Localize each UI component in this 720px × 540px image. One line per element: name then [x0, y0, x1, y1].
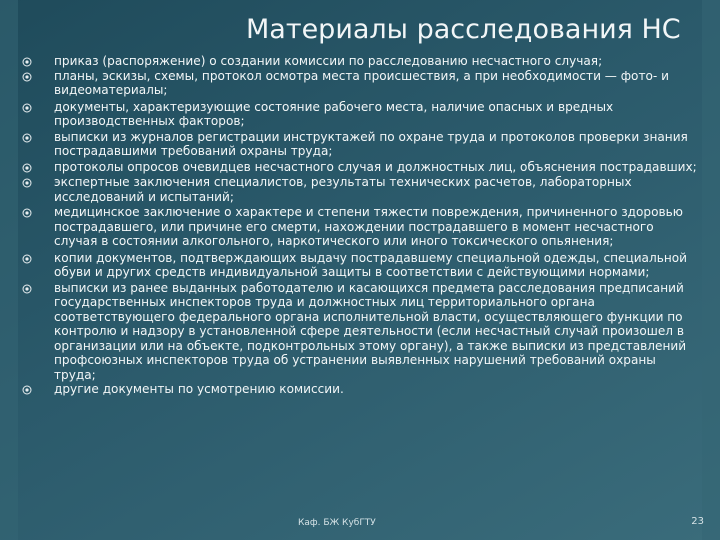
circled-dot-icon — [22, 385, 32, 395]
list-item — [0, 160, 720, 175]
list-item — [0, 281, 720, 383]
list-item-text: другие документы по усмотрению комиссии. — [54, 382, 344, 396]
circled-dot-icon — [22, 57, 32, 67]
list-item-text: протоколы опросов очевидцев несчастного случая и должностных лиц, объяснения пострадавших; — [54, 159, 697, 174]
circled-dot-icon — [22, 284, 32, 294]
circled-dot-icon — [22, 133, 32, 143]
list-item-text: планы, эскизы, схемы, протокол осмотра места происшествия, а при необходимости — фото- и видеоматериалы; — [54, 68, 669, 97]
footer-text: Каф. БЖ КубГТУ — [298, 518, 376, 528]
list-item-text: выписки из ранее выданных работодателю и касающихся предмета расследования предписаний государственных инспекторов труда и должностных лиц территориального органа соответствующего федерального органа исполнительной власти, осуществляющего функции по контролю и надзору в установленной сфере деятельности (если несчастный случай произошел в организации или на объекте, подконтрольных этому органу), а также выписки из представлений профсоюзных инспекторов труда об устранении выявленных нарушений требований охраны труда; — [54, 280, 687, 382]
bullet-list — [0, 54, 720, 397]
circled-dot-icon — [22, 254, 32, 264]
circled-dot-icon — [22, 178, 32, 188]
list-item-text: приказ (распоряжение) о создании комиссии по расследованию несчастного случая; — [54, 54, 603, 68]
list-item-text: копии документов, подтверждающих выдачу пострадавшему специальной одежды, специальной обуви и других средств индивидуальной защиты в соответствии с действующими нормами; — [54, 250, 687, 279]
circled-dot-icon — [22, 72, 32, 82]
list-item — [0, 130, 720, 159]
list-item — [0, 382, 720, 397]
list-item-text: выписки из журналов регистрации инструктажей по охране труда и протоколов проверки знания пострадавшими требований охраны труда; — [54, 129, 688, 158]
list-item-text: медицинское заключение о характере и степени тяжести повреждения, причиненного здоровью пострадавшего, или причине его смерти, нахождении пострадавшего в момент несчастного случая в состоянии алкогольного, наркотического или иного токсического опьянения; — [54, 205, 683, 248]
list-item — [0, 54, 720, 69]
page-number: 23 — [691, 516, 704, 527]
list-item — [0, 175, 720, 204]
list-item-text: документы, характеризующие состояние рабочего места, наличие опасных и вредных производственных факторов; — [54, 99, 614, 128]
list-item — [0, 69, 720, 98]
circled-dot-icon — [22, 208, 32, 218]
circled-dot-icon — [22, 103, 32, 113]
circled-dot-icon — [22, 163, 32, 173]
slide-title: Материалы расследования НС — [246, 14, 681, 45]
list-item-text: экспертные заключения специалистов, результаты технических расчетов, лабораторных исследований и испытаний; — [54, 175, 632, 204]
list-item — [0, 205, 720, 249]
list-item — [0, 251, 720, 280]
list-item — [0, 100, 720, 129]
